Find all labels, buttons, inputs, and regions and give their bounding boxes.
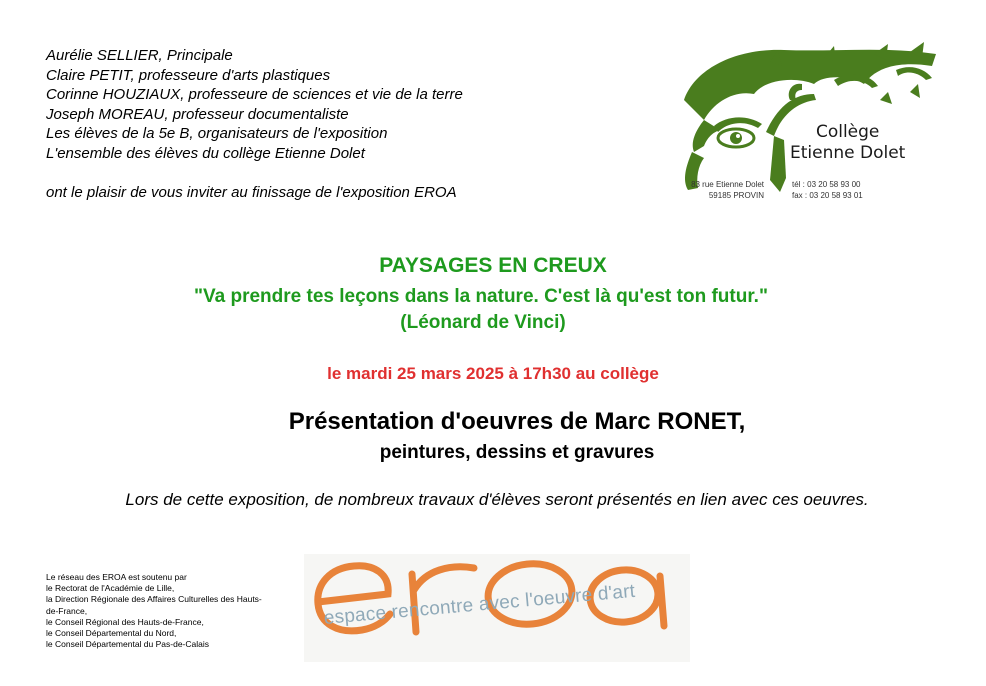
college-name (790, 122, 905, 164)
support-line: de-France, (46, 605, 88, 616)
support-line: le Rectorat de l'Académie de Lille, (46, 583, 175, 594)
college-name-line2: Etienne Dolet (790, 143, 906, 163)
presentation-heading: Présentation d'oeuvres de Marc RONET, (288, 408, 746, 435)
event-date: le mardi 25 mars 2025 à 17h30 au collège (327, 364, 659, 383)
quote-author: (Léonard de Vinci) (400, 312, 566, 333)
support-line: le Conseil Départemental du Nord, (46, 628, 177, 639)
host-line: Aurélie SELLIER, Principale (46, 47, 233, 64)
college-name-line1: Collège (815, 122, 880, 142)
host-line: Corinne HOUZIAUX, professeure de sciences et vie de la terre (46, 86, 463, 103)
host-line: Joseph MOREAU, professeur documentaliste (46, 105, 349, 123)
address-line2: 59185 PROVIN (708, 191, 764, 200)
exhibition-title: PAYSAGES EN CREUX (379, 254, 607, 277)
support-line: le Conseil Régional des Hauts-de-France, (46, 616, 204, 627)
phone-line: tél : 03 20 58 93 00 (792, 180, 861, 189)
invite-line: ont le plaisir de vous inviter au finissage de l'exposition EROA (46, 184, 457, 201)
college-logo (674, 40, 942, 204)
host-line: Les élèves de la 5e B, organisateurs de l'exposition (46, 125, 388, 142)
host-line: Claire PETIT, professeure d'arts plastiques (46, 66, 331, 84)
support-text (46, 572, 306, 650)
hosts-list (46, 46, 606, 163)
fax-line: fax : 03 20 58 93 01 (792, 191, 863, 200)
support-line: le Conseil Départemental du Pas-de-Calais (46, 639, 209, 650)
college-address (678, 179, 764, 201)
support-line: la Direction Régionale des Affaires Culturelles des Hauts- (46, 594, 262, 605)
support-line: Le réseau des EROA est soutenu par (46, 572, 187, 582)
techniques-line: peintures, dessins et gravures (379, 442, 655, 463)
quote-text: "Va prendre tes leçons dans la nature. C'est là qu'est ton futur." (194, 286, 768, 307)
eroa-tagline: espace rencontre avec l'oeuvre d'art (323, 580, 636, 629)
eroa-logo (304, 554, 690, 662)
exhibition-description: Lors de cette exposition, de nombreux travaux d'élèves seront présentés en lien avec ces oeuvres. (125, 490, 869, 509)
address-line1: 83 rue Etienne Dolet (691, 180, 764, 189)
college-contact (792, 179, 863, 201)
host-line: L'ensemble des élèves du collège Etienne Dolet (46, 144, 365, 162)
